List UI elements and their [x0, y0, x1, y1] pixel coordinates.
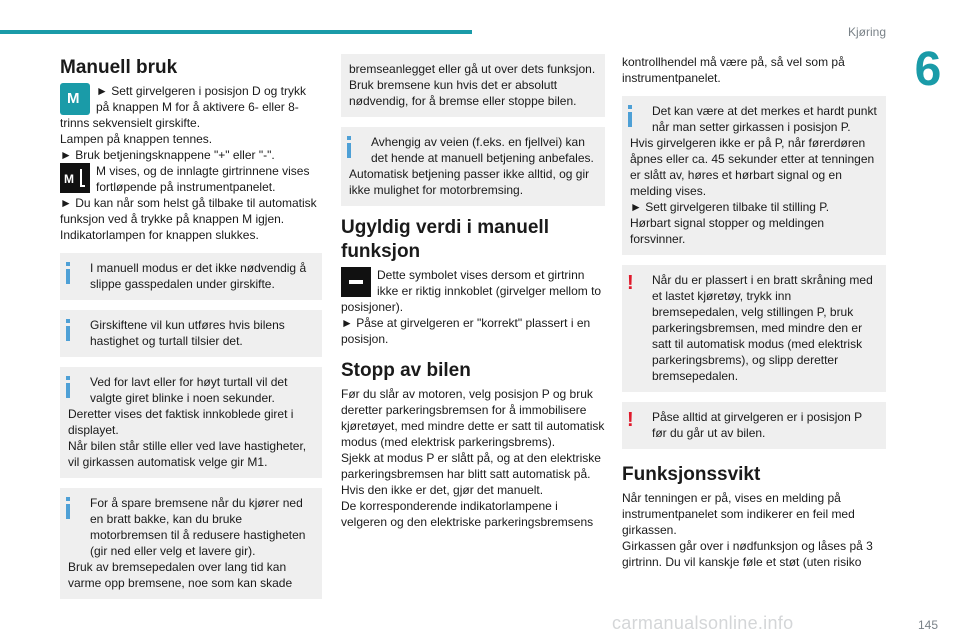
paragraph: [341, 267, 605, 315]
info-box-continued: [341, 54, 605, 117]
info-box: [60, 367, 322, 478]
info-icon: [628, 105, 632, 127]
header-accent-bar: [0, 30, 472, 34]
text: Hvis den ikke er det, gjør det manuelt.: [341, 483, 544, 497]
text: Indikatorlampen for knappen slukkes.: [60, 228, 259, 242]
info-box: [60, 488, 322, 599]
text: De korresponderende indikatorlampene i velgeren og den elektriske parkeringsbremsens: [341, 499, 594, 529]
text: Bruk av bremsepedalen over lang tid kan varme opp bremsene, noe som kan skade: [68, 560, 293, 590]
text: Ved for lavt eller for høyt turtall vil det valgte giret blinke i noen sekunder.: [90, 375, 288, 405]
chapter-number: 6: [914, 43, 942, 96]
text: I manuell modus er det ikke nødvendig å slippe gasspedalen under girskifte.: [90, 261, 307, 291]
text: Hvis girvelgeren ikke er på P, når førerdøren åpnes eller ca. 45 sekunder etter at tenningen er slått av, høres et hørbart signal og en melding vises.: [630, 136, 875, 198]
paragraph: [60, 83, 322, 131]
text: ► Sett girvelgeren tilbake til stilling P.: [630, 200, 830, 214]
text: Avhengig av veien (f.eks. en fjellvei) kan det hende at manuell betjening anbefales.: [371, 135, 594, 165]
info-box: [341, 127, 605, 206]
text: Hørbart signal stopper og meldingen forsvinner.: [630, 216, 825, 246]
warning-icon: !: [627, 409, 634, 431]
info-icon: [66, 376, 70, 398]
text: ► Du kan når som helst gå tilbake til automatisk funksjon ved å trykke på knappen M igjen.: [60, 196, 317, 226]
text: Når du er plassert i en bratt skråning med et lastet kjøretøy, trykk inn bremsepedalen, velg stillingen P, bruk parkeringsbremsen, med mindre den er satt til automatisk modus (med elektrisk parkeringsbrems), og slipp deretter bremsepedalen.: [652, 273, 873, 383]
paragraph: [60, 163, 322, 195]
column-2: [341, 54, 605, 530]
manual-mode-button-icon: [60, 83, 90, 115]
warning-box: [622, 265, 886, 392]
info-icon: [347, 136, 351, 158]
gear-display-icon: [60, 163, 90, 193]
info-box: [60, 310, 322, 357]
text: ► Påse at girvelgeren er "korrekt" plassert i en posisjon.: [341, 316, 591, 346]
text: Når bilen står stille eller ved lave hastigheter, vil girkassen automatisk velge gir M1.: [68, 439, 307, 469]
text: Girskiftene vil kun utføres hvis bilens hastighet og turtall tilsier det.: [90, 318, 285, 348]
text: Bruk bremsene kun hvis det er absolutt nødvendig, for å bremse eller stoppe bilen.: [349, 78, 577, 108]
section-name: Kjøring: [847, 25, 886, 39]
warning-box: [622, 402, 886, 449]
text: kontrollhendel må være på, så vel som på instrumentpanelet.: [622, 55, 845, 85]
text: Lampen på knappen tennes.: [60, 132, 213, 146]
warning-icon: !: [627, 272, 634, 294]
text: Deretter vises det faktisk innkoblede giret i displayet.: [68, 407, 294, 437]
page-number: 145: [917, 618, 938, 632]
info-box: [622, 96, 886, 255]
info-icon: [66, 262, 70, 284]
heading-ugyldig-verdi: Ugyldig verdi i manuell funksjon: [341, 217, 549, 262]
invalid-gear-icon: [341, 267, 371, 297]
column-1: [60, 50, 322, 609]
text: Dette symbolet vises dersom et girtrinn ikke er riktig innkoblet (girvelger mellom to posisjoner).: [341, 268, 602, 314]
heading-manuell-bruk: Manuell bruk: [60, 57, 178, 78]
text: Påse alltid at girvelgeren er i posisjon P før du går ut av bilen.: [652, 410, 862, 440]
text: ► Bruk betjeningsknappene "+" eller "-".: [60, 148, 275, 162]
text: Girkassen går over i nødfunksjon og låses på 3 girtrinn. Du vil kanskje føle et støt (uten risiko: [622, 539, 873, 569]
watermark: carmanualsonline.info: [612, 613, 794, 633]
text: Sjekk at modus P er slått på, og at den elektriske parkeringsbremsen har blitt satt automatisk på.: [341, 451, 601, 481]
text: bremseanlegget eller gå ut over dets funksjon.: [349, 62, 596, 76]
text: Før du slår av motoren, velg posisjon P og bruk deretter parkeringsbremsen for å immobilisere kjøretøyet, med mindre dette er satt til automatisk modus (med elektrisk parkeringsbrems).: [341, 387, 605, 449]
text: For å spare bremsene når du kjører ned en bratt bakke, kan du bruke motorbremsen til å redusere hastigheten (gir ned eller velg et lavere gir).: [90, 496, 306, 558]
text: M vises, og de innlagte girtrinnene vises fortløpende på instrumentpanelet.: [96, 164, 310, 194]
info-icon: [66, 319, 70, 341]
text: ► Sett girvelgeren i posisjon D og trykk på knappen M for å aktivere 6- eller 8-trinns sekvensielt girskifte.: [60, 84, 306, 130]
heading-stopp-av-bilen: Stopp av bilen: [341, 360, 471, 381]
heading-funksjonssvikt: Funksjonssvikt: [622, 464, 761, 485]
column-3: [622, 54, 886, 570]
info-icon: [66, 497, 70, 519]
text: Det kan være at det merkes et hardt punkt når man setter girkassen i posisjon P.: [652, 104, 877, 134]
info-box: [60, 253, 322, 300]
text: Når tenningen er på, vises en melding på instrumentpanelet som indikerer en feil med girkassen.: [622, 491, 855, 537]
text: Automatisk betjening passer ikke alltid, og gir ikke mulighet for motorbremsing.: [349, 167, 590, 197]
